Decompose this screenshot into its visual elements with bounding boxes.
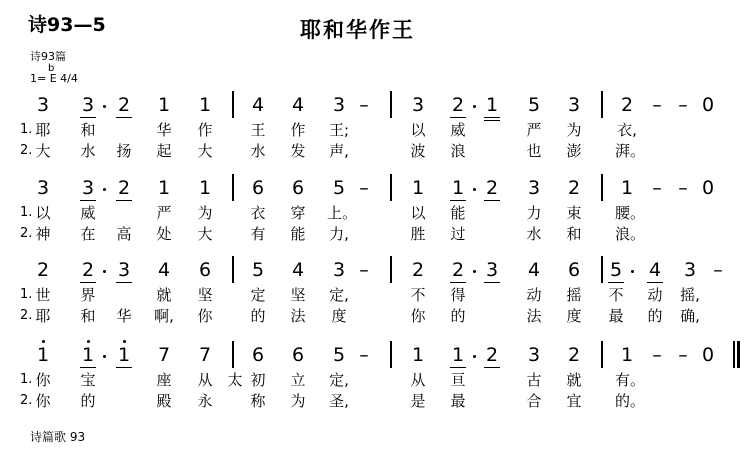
note-digit: 5: [527, 94, 541, 116]
lyric-syllable: 从: [410, 371, 426, 389]
octave-up-dot: [123, 340, 126, 343]
note-digit: 3: [567, 94, 581, 116]
lyric-syllable: 动: [526, 286, 542, 304]
lyric-syllable: 从: [197, 371, 213, 389]
lyric-syllable: 衣,: [617, 121, 637, 139]
note-digit: 3: [81, 177, 95, 199]
lyric-syllable: 严: [526, 121, 542, 139]
barline: [390, 91, 392, 118]
augmentation-dot: [103, 188, 106, 191]
lyric-syllable: 亘: [450, 371, 466, 389]
note-digit: 6: [251, 344, 265, 366]
augmentation-dot: [473, 270, 476, 273]
lyric-syllable: 宝: [80, 371, 96, 389]
note-digit: 1: [411, 177, 425, 199]
note-digit: 3: [485, 259, 499, 281]
note-digit: 2: [117, 94, 131, 116]
lyric-syllable: 啊,: [154, 307, 174, 325]
lyric-syllable: 王;: [328, 121, 350, 139]
note-digit: 1: [620, 177, 634, 199]
eighth-underline: [116, 117, 132, 118]
lyric-syllable: 界: [80, 286, 96, 304]
lyric-syllable: 就: [156, 286, 172, 304]
dash-extension: –: [652, 94, 662, 116]
lyric-syllable: 威: [80, 204, 96, 222]
lyric-syllable: 以: [35, 204, 51, 222]
lyric-syllable: 水: [80, 142, 96, 160]
lyric-syllable: 法: [526, 307, 542, 325]
note-digit: 2: [117, 177, 131, 199]
dash-extension: –: [652, 344, 662, 366]
barline: [232, 91, 234, 118]
note-digit: 2: [36, 259, 50, 281]
eighth-underline: [450, 282, 466, 283]
lyric-syllable: 初: [250, 371, 266, 389]
lyric-syllable: 能: [450, 204, 466, 222]
lyric-syllable: 威: [450, 121, 466, 139]
augmentation-dot: [103, 355, 106, 358]
lyric-syllable: 为: [197, 204, 213, 222]
lyric-syllable: 动: [647, 286, 663, 304]
note-digit: 0: [701, 94, 715, 116]
note-digit: 4: [648, 259, 662, 281]
eighth-underline: [450, 117, 466, 118]
lyric-syllable: 和: [566, 225, 582, 243]
note-digit: 6: [251, 177, 265, 199]
note-digit: 2: [485, 344, 499, 366]
eighth-underline: [484, 367, 500, 368]
lyric-syllable: 的。: [615, 392, 646, 410]
lyric-syllable: 为: [566, 121, 582, 139]
lyric-syllable: 起: [156, 142, 172, 160]
note-digit: 3: [527, 177, 541, 199]
hymn-id: 诗93—5: [28, 14, 106, 36]
note-digit: 2: [451, 259, 465, 281]
augmentation-dot: [473, 105, 476, 108]
note-digit: 7: [198, 344, 212, 366]
lyric-syllable: 严: [156, 204, 172, 222]
note-digit: 7: [157, 344, 171, 366]
note-digit: 3: [332, 94, 346, 116]
note-digit: 0: [701, 344, 715, 366]
eighth-underline: [116, 367, 132, 368]
lyric-syllable: 胜: [410, 225, 426, 243]
lyric-syllable: 大: [35, 142, 51, 160]
note-digit: 1: [157, 177, 171, 199]
barline: [601, 256, 603, 283]
lyric-syllable: 衣: [250, 204, 266, 222]
lyric-syllable: 力: [526, 204, 542, 222]
note-digit: 3: [411, 94, 425, 116]
note-digit: 1: [157, 94, 171, 116]
lyric-syllable: 定: [250, 286, 266, 304]
lyric-syllable: 坚: [197, 286, 213, 304]
dash-extension: –: [678, 344, 688, 366]
lyric-syllable: 古: [526, 371, 542, 389]
verse-number: 2.: [20, 226, 33, 241]
barline: [390, 341, 392, 368]
eighth-underline: [80, 282, 96, 283]
lyric-syllable: 的: [80, 392, 96, 410]
lyric-syllable: 你: [35, 371, 51, 389]
lyric-syllable: 发: [290, 142, 306, 160]
note-digit: 2: [485, 177, 499, 199]
note-digit: 6: [198, 259, 212, 281]
note-digit: 6: [291, 177, 305, 199]
eighth-underline: [484, 117, 500, 118]
lyric-syllable: 就: [566, 371, 582, 389]
lyric-syllable: 永: [197, 392, 213, 410]
eighth-underline: [608, 282, 624, 283]
lyric-syllable: 上。: [327, 204, 358, 222]
eighth-underline: [116, 282, 132, 283]
lyric-syllable: 摇,: [680, 286, 700, 304]
dash-extension: –: [713, 259, 723, 281]
lyric-syllable: 为: [290, 392, 306, 410]
barline: [232, 341, 234, 368]
note-digit: 5: [609, 259, 623, 281]
lyric-syllable: 最: [450, 392, 466, 410]
lyric-syllable: 圣,: [329, 392, 349, 410]
lyric-syllable: 殿: [156, 392, 172, 410]
lyric-syllable: 浪。: [615, 225, 646, 243]
lyric-syllable: 称: [250, 392, 266, 410]
lyric-syllable: 在: [80, 225, 96, 243]
eighth-underline: [80, 117, 96, 118]
lyric-syllable: 定,: [329, 371, 349, 389]
key-signature: 1= E 4/4: [30, 72, 78, 85]
dash-extension: –: [652, 177, 662, 199]
note-digit: 4: [157, 259, 171, 281]
note-digit: 3: [683, 259, 697, 281]
augmentation-dot: [103, 270, 106, 273]
lyric-syllable: 大: [197, 225, 213, 243]
barline: [390, 174, 392, 201]
barline: [601, 174, 603, 201]
lyric-syllable: 能: [290, 225, 306, 243]
lyric-syllable: 度: [331, 307, 347, 325]
lyric-syllable: 确,: [680, 307, 700, 325]
verse-number: 2.: [20, 143, 33, 158]
eighth-underline: [116, 200, 132, 201]
song-title: 耶和华作王: [300, 18, 415, 42]
eighth-underline: [450, 200, 466, 201]
psalm-reference: 诗93篇: [30, 50, 66, 63]
octave-up-dot: [87, 340, 90, 343]
note-digit: 3: [36, 94, 50, 116]
dash-extension: –: [359, 177, 369, 199]
lyric-syllable: 以: [410, 121, 426, 139]
lyric-syllable: 作: [197, 121, 213, 139]
augmentation-dot: [103, 105, 106, 108]
barline: [601, 91, 603, 118]
lyric-syllable: 度: [566, 307, 582, 325]
note-digit: 2: [620, 94, 634, 116]
note-digit: 4: [251, 94, 265, 116]
note-digit: 2: [451, 94, 465, 116]
lyric-syllable: 声,: [329, 142, 349, 160]
augmentation-dot: [631, 270, 634, 273]
flat-sign-icon: b: [48, 63, 55, 74]
lyric-syllable: 束: [566, 204, 582, 222]
eighth-underline: [80, 367, 96, 368]
barline: [601, 341, 603, 368]
lyric-syllable: 有。: [615, 371, 646, 389]
augmentation-dot: [473, 188, 476, 191]
lyric-syllable: 过: [450, 225, 466, 243]
note-digit: 2: [567, 177, 581, 199]
lyric-syllable: 水: [250, 142, 266, 160]
barline: [232, 256, 234, 283]
lyric-syllable: 华: [156, 121, 172, 139]
lyric-syllable: 最: [608, 307, 624, 325]
note-digit: 6: [291, 344, 305, 366]
note-digit: 1: [198, 94, 212, 116]
lyric-syllable: 水: [526, 225, 542, 243]
lyric-syllable: 澎: [566, 142, 582, 160]
eighth-underline: [80, 200, 96, 201]
lyric-syllable: 耶: [35, 307, 51, 325]
footer-source: 诗篇歌 93: [30, 430, 86, 444]
note-digit: 2: [411, 259, 425, 281]
lyric-syllable: 立: [290, 371, 306, 389]
eighth-underline: [647, 282, 663, 283]
lyric-syllable: 华: [116, 307, 132, 325]
lyric-syllable: 处: [156, 225, 172, 243]
note-digit: 3: [527, 344, 541, 366]
verse-number: 1.: [20, 372, 33, 387]
final-barline: [737, 341, 740, 368]
lyric-syllable: 神: [35, 225, 51, 243]
verse-number: 2.: [20, 308, 33, 323]
lyric-syllable: 你: [35, 392, 51, 410]
lyric-syllable: 和: [80, 121, 96, 139]
note-digit: 6: [567, 259, 581, 281]
note-digit: 0: [701, 177, 715, 199]
lyric-syllable: 作: [290, 121, 306, 139]
lyric-syllable: 以: [410, 204, 426, 222]
dash-extension: –: [359, 344, 369, 366]
lyric-syllable: 是: [410, 392, 426, 410]
eighth-underline: [450, 367, 466, 368]
lyric-syllable: 力,: [329, 225, 349, 243]
augmentation-dot: [473, 355, 476, 358]
note-digit: 1: [81, 344, 95, 366]
barline: [390, 256, 392, 283]
note-digit: 4: [291, 94, 305, 116]
note-digit: 1: [451, 177, 465, 199]
lyric-syllable: 合: [526, 392, 542, 410]
lyric-syllable: 高: [116, 225, 132, 243]
octave-up-dot: [42, 340, 45, 343]
note-digit: 1: [485, 94, 499, 116]
verse-number: 1.: [20, 287, 33, 302]
lyric-syllable: 座: [156, 371, 172, 389]
barline: [733, 341, 735, 368]
lyric-syllable: 浪: [450, 142, 466, 160]
lyric-syllable: 法: [290, 307, 306, 325]
lyric-syllable: 有: [250, 225, 266, 243]
lyric-syllable: 太: [227, 371, 243, 389]
lyric-syllable: 的: [647, 307, 663, 325]
lyric-syllable: 也: [526, 142, 542, 160]
note-digit: 1: [411, 344, 425, 366]
note-digit: 4: [527, 259, 541, 281]
note-digit: 1: [117, 344, 131, 366]
barline: [232, 174, 234, 201]
lyric-syllable: 的: [450, 307, 466, 325]
note-digit: 3: [36, 177, 50, 199]
lyric-syllable: 腰。: [615, 204, 646, 222]
note-digit: 5: [332, 344, 346, 366]
lyric-syllable: 宜: [566, 392, 582, 410]
note-digit: 3: [81, 94, 95, 116]
dash-extension: –: [678, 177, 688, 199]
lyric-syllable: 摇: [566, 286, 582, 304]
lyric-syllable: 的: [250, 307, 266, 325]
note-digit: 3: [117, 259, 131, 281]
lyric-syllable: 波: [410, 142, 426, 160]
lyric-syllable: 不: [608, 286, 624, 304]
eighth-underline: [484, 282, 500, 283]
note-digit: 4: [291, 259, 305, 281]
lyric-syllable: 你: [410, 307, 426, 325]
lyric-syllable: 湃。: [615, 142, 646, 160]
dash-extension: –: [359, 259, 369, 281]
note-digit: 5: [251, 259, 265, 281]
lyric-syllable: 大: [197, 142, 213, 160]
dash-extension: –: [678, 94, 688, 116]
note-digit: 1: [451, 344, 465, 366]
lyric-syllable: 坚: [290, 286, 306, 304]
lyric-syllable: 王: [250, 121, 266, 139]
verse-number: 2.: [20, 393, 33, 408]
note-digit: 2: [81, 259, 95, 281]
lyric-syllable: 世: [35, 286, 51, 304]
note-digit: 1: [198, 177, 212, 199]
lyric-syllable: 穿: [290, 204, 306, 222]
lyric-syllable: 不: [410, 286, 426, 304]
verse-number: 1.: [20, 122, 33, 137]
lyric-syllable: 你: [197, 307, 213, 325]
lyric-syllable: 扬: [116, 142, 132, 160]
eighth-underline: [484, 200, 500, 201]
note-digit: 2: [567, 344, 581, 366]
lyric-syllable: 和: [80, 307, 96, 325]
verse-number: 1.: [20, 205, 33, 220]
note-digit: 5: [332, 177, 346, 199]
lyric-syllable: 定,: [329, 286, 349, 304]
dash-extension: –: [359, 94, 369, 116]
sixteenth-underline: [484, 120, 500, 121]
note-digit: 1: [620, 344, 634, 366]
lyric-syllable: 耶: [35, 121, 51, 139]
lyric-syllable: 得: [450, 286, 466, 304]
note-digit: 1: [36, 344, 50, 366]
note-digit: 3: [332, 259, 346, 281]
